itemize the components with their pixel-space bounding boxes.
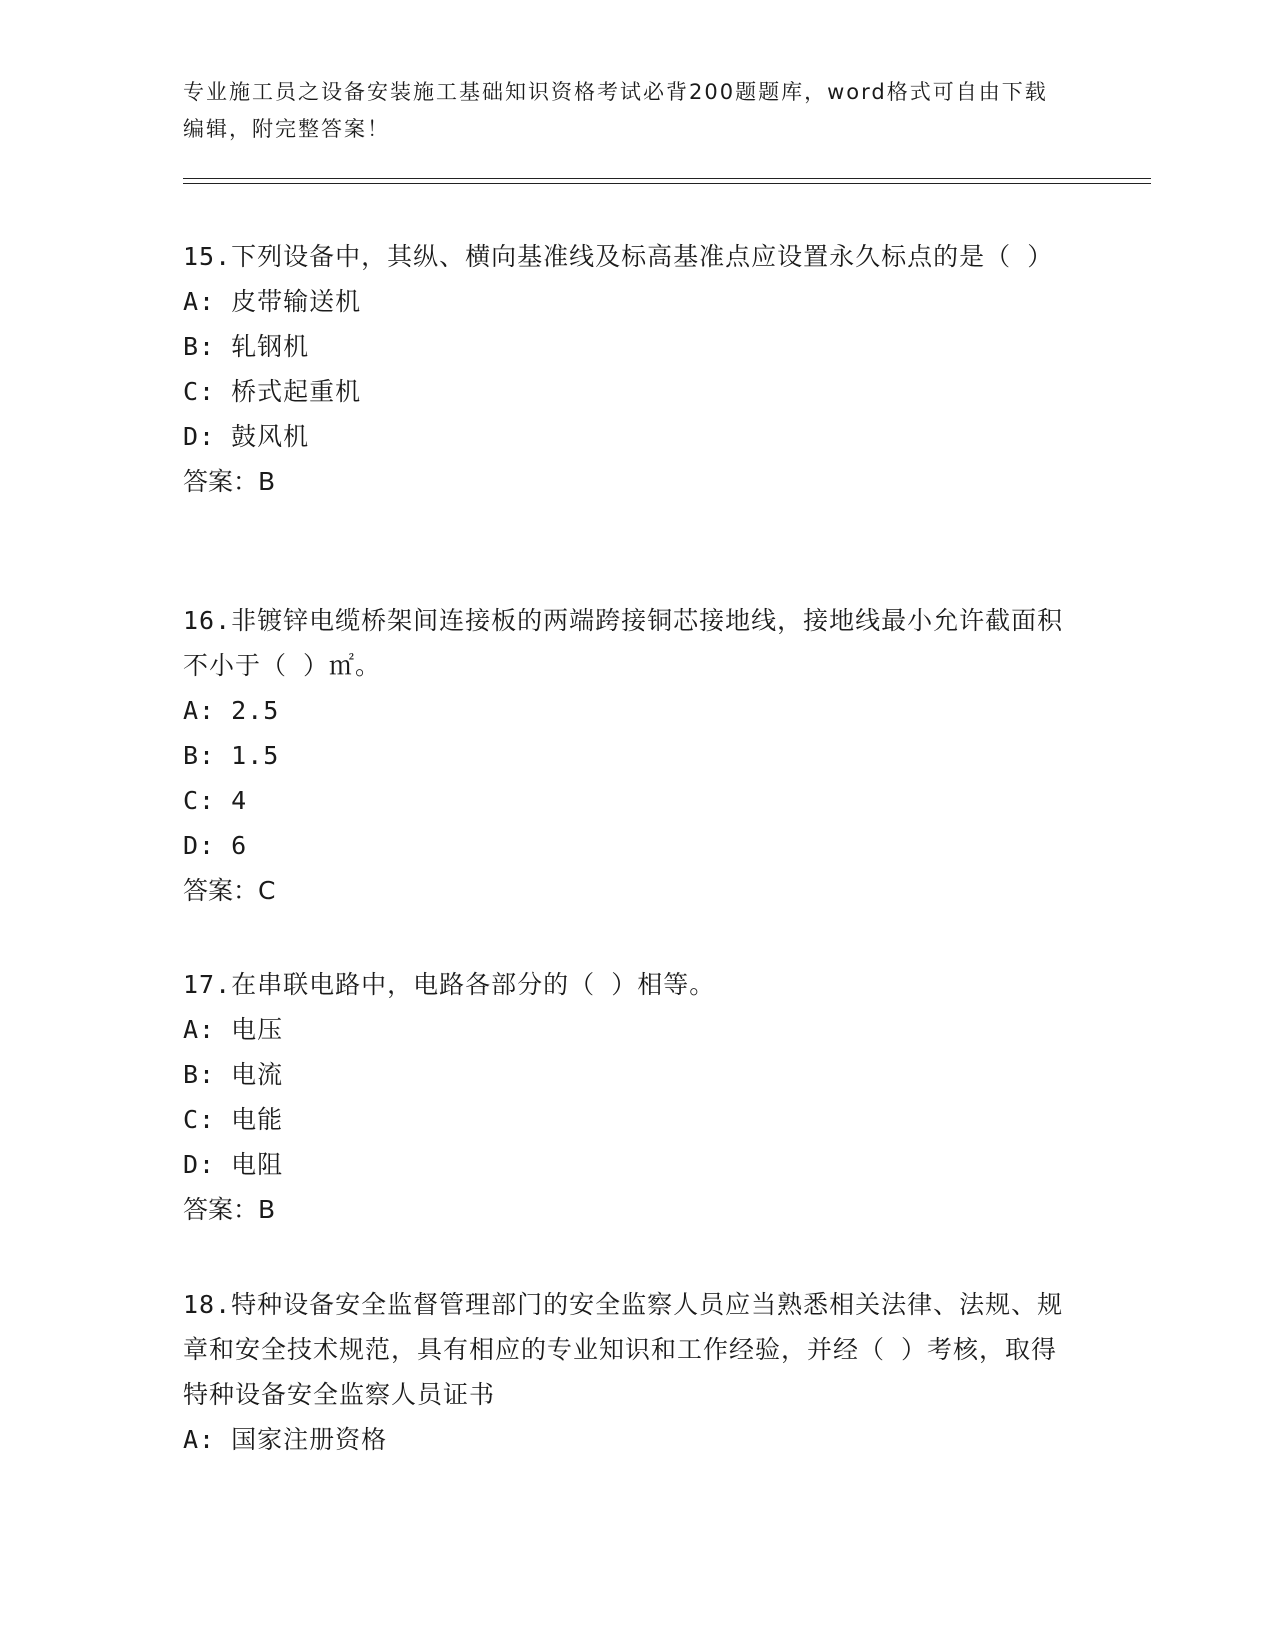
option-d: D: 鼓风机 xyxy=(183,422,310,451)
option-a: A: 2.5 xyxy=(183,696,280,725)
document-header: 专业施工员之设备安装施工基础知识资格考试必背200题题库，word格式可自由下载编辑，附完整答案！ xyxy=(183,80,1048,141)
option-b: B: 1.5 xyxy=(183,741,280,770)
question-18 xyxy=(183,1282,1083,1462)
question-stem: 16.非镀锌电缆桥架间连接板的两端跨接铜芯接地线，接地线最小允许截面积不小于（ ）㎡。 xyxy=(183,606,1064,680)
question-17 xyxy=(183,962,1083,1232)
question-stem: 18.特种设备安全监督管理部门的安全监察人员应当熟悉相关法律、法规、规章和安全技术规范，具有相应的专业知识和工作经验，并经（ ）考核，取得特种设备安全监察人员证书 xyxy=(183,1290,1064,1409)
question-stem: 15.下列设备中，其纵、横向基准线及标高基准点应设置永久标点的是（ ） xyxy=(183,242,1054,271)
option-a: A: 国家注册资格 xyxy=(183,1425,388,1454)
answer-line: 答案：C xyxy=(183,876,276,905)
option-b: B: 电流 xyxy=(183,1060,284,1089)
answer-line: 答案：B xyxy=(183,467,276,496)
header-divider-bottom xyxy=(183,183,1151,184)
question-15 xyxy=(183,234,1083,504)
option-d: D: 6 xyxy=(183,831,248,860)
option-a: A: 电压 xyxy=(183,1015,284,1044)
option-c: C: 4 xyxy=(183,786,248,815)
question-stem: 17.在串联电路中，电路各部分的（ ）相等。 xyxy=(183,970,716,999)
option-b: B: 轧钢机 xyxy=(183,332,310,361)
answer-line: 答案：B xyxy=(183,1195,276,1224)
option-c: C: 电能 xyxy=(183,1105,284,1134)
header-divider-top xyxy=(183,178,1151,179)
option-c: C: 桥式起重机 xyxy=(183,377,362,406)
option-d: D: 电阻 xyxy=(183,1150,284,1179)
question-16 xyxy=(183,598,1083,913)
option-a: A: 皮带输送机 xyxy=(183,287,362,316)
